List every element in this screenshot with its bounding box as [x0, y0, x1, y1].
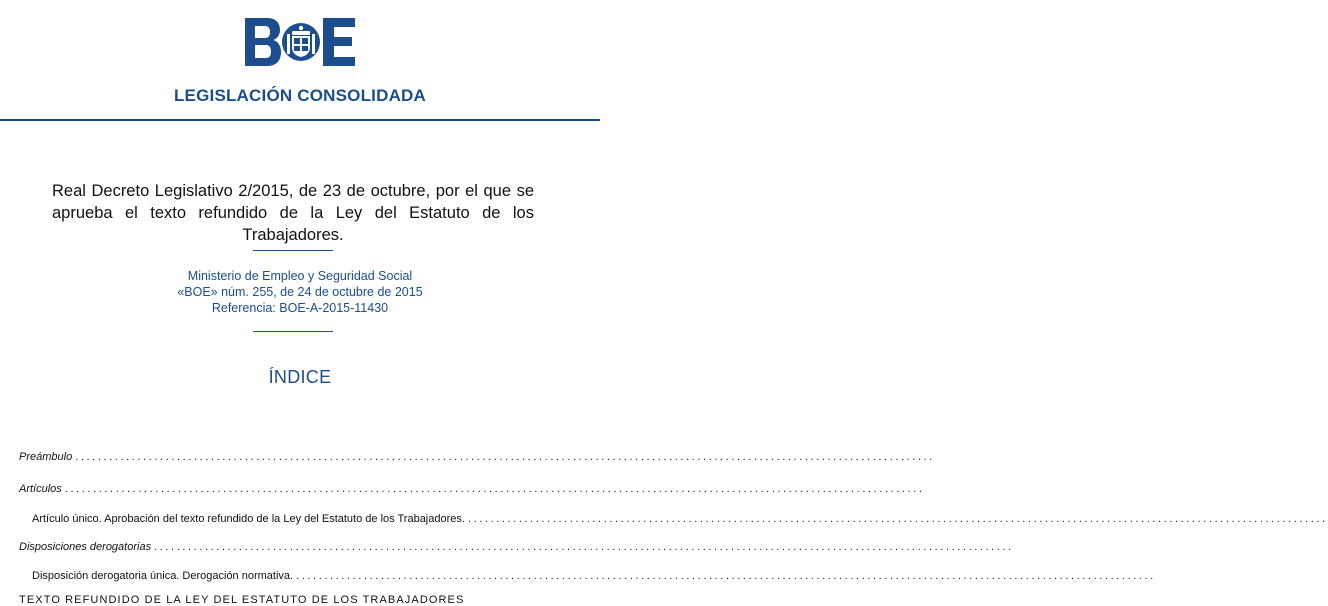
toc-entry-label: Disposición derogatoria única. Derogación normativa.	[32, 570, 294, 582]
boe-logo	[0, 18, 600, 68]
toc-leader-dots: ........................................................................................................................................................	[296, 570, 1156, 582]
toc-entry-articulos[interactable]	[19, 483, 925, 495]
boe-logo-mark	[245, 18, 355, 68]
document-title: Real Decreto Legislativo 2/2015, de 23 de octubre, por el que se aprueba el texto refundido de la Ley del Estatuto de los Trabajadores.	[52, 182, 534, 244]
index-heading: ÍNDICE	[268, 367, 332, 387]
toc-entry-preambulo[interactable]	[19, 451, 935, 463]
header-title: LEGISLACIÓN CONSOLIDADA	[173, 86, 427, 105]
toc-leader-dots: ........................................................................................................................................................	[467, 513, 1328, 525]
toc-entry-label: Artículo único. Aprobación del texto refundido de la Ley del Estatuto de los Trabajadores.	[32, 513, 465, 525]
toc-entry-disposicion-derogatoria-unica[interactable]	[32, 570, 1156, 582]
toc-leader-dots: ........................................................................................................................................................	[64, 483, 925, 495]
logo-letter-b	[245, 18, 281, 66]
ministry-name: Ministerio de Empleo y Seguridad Social	[187, 269, 413, 283]
document-reference: Referencia: BOE-A-2015-11430	[211, 301, 389, 315]
coat-of-arms-icon	[282, 23, 320, 61]
toc-entry-articulo-unico[interactable]	[32, 513, 1328, 525]
metadata-divider	[253, 331, 333, 332]
logo-letter-e	[323, 18, 355, 66]
toc-leader-dots: ........................................................................................................................................................	[154, 541, 1014, 553]
header-divider	[0, 119, 600, 121]
document-metadata	[0, 268, 600, 316]
toc-entry-disposiciones-derogatorias[interactable]	[19, 541, 1014, 553]
toc-entry-label: Disposiciones derogatorias	[19, 541, 152, 553]
toc-entry-label: Artículos	[19, 483, 62, 495]
toc-leader-dots: ........................................................................................................................................................	[75, 451, 935, 463]
title-divider	[253, 250, 333, 251]
toc-entry-label: Preámbulo	[19, 451, 73, 463]
boe-publication: «BOE» núm. 255, de 24 de octubre de 2015	[177, 285, 423, 299]
toc-entry-texto-refundido[interactable]: TEXTO REFUNDIDO DE LA LEY DEL ESTATUTO DE LOS TRABAJADORES	[19, 594, 465, 606]
